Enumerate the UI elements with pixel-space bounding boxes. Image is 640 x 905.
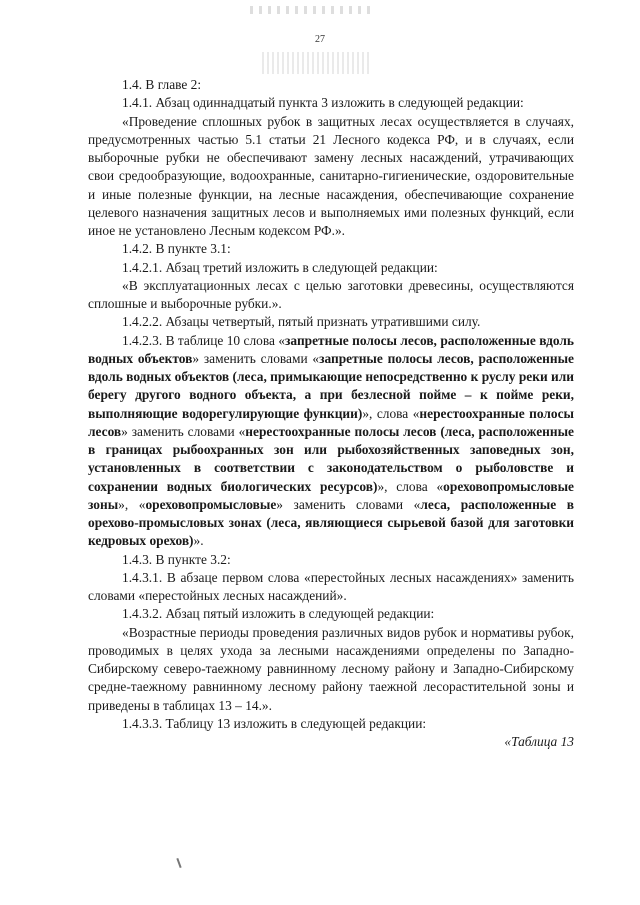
text-run: » заменить словами « xyxy=(121,423,246,439)
paragraph: 1.4.2.1. Абзац третий изложить в следующей редакции: xyxy=(122,259,438,275)
bold-run: ореховопромысловые зоны xyxy=(88,478,574,512)
text-run: ». xyxy=(193,533,204,549)
text-run: », слова « xyxy=(377,478,444,494)
text-run: 1.4.2.3. В таблице 10 слова « xyxy=(122,332,286,348)
bold-run: ореховопромысловые xyxy=(145,496,277,512)
text-run: », слова « xyxy=(362,405,420,421)
document-body xyxy=(88,76,574,751)
paragraph: 1.4.2.2. Абзацы четвертый, пятый признать утратившими силу. xyxy=(122,314,481,330)
paragraph: 1.4.3.1. В абзаце первом слова «перестойных лесных насаждениях» заменить словами «перестойных лесных насаждений». xyxy=(88,569,574,603)
bold-run: запретные полосы лесов, расположенные вдоль водных объектов xyxy=(88,332,575,366)
paragraph: 1.4.1. Абзац одиннадцатый пункта 3 изложить в следующей редакции: xyxy=(122,95,524,111)
bold-run: запретные полосы лесов, расположенные вдоль водных объектов (леса, примыкающие непосредственно к руслу реки или берегу другого водного объекта, а при безлесной пойме – к пойме реки, выполняющие водорегулирующие функции) xyxy=(88,350,574,421)
bold-run: нерестоохранные полосы лесов (леса, расположенные в границах рыбоохранных зон или рыбохозяйственных заповедных зон, установленных в соответствии с законодательством о рыболовстве и сохранении водных биологических ресурсов) xyxy=(88,423,574,494)
bold-run: леса, расположенные в орехово-промысловых зонах (леса, являющиеся сырьевой базой для заготовки кедровых орехов) xyxy=(88,496,574,549)
text-run: », « xyxy=(118,496,146,512)
text-run: » заменить словами « xyxy=(276,496,421,512)
page-number: 27 xyxy=(315,34,325,45)
paragraph: 1.4.2. В пункте 3.1: xyxy=(122,241,231,257)
text-run: » заменить словами « xyxy=(192,350,320,366)
table-caption: «Таблица 13 xyxy=(504,734,574,749)
paragraph-table-10-amendment xyxy=(88,332,574,551)
paragraph: 1.4.3. В пункте 3.2: xyxy=(122,551,231,567)
quoted-paragraph: «В эксплуатационных лесах с целью заготовки древесины, осуществляются сплошные и выборочные рубки.». xyxy=(88,277,574,311)
quoted-paragraph: «Проведение сплошных рубок в защитных лесах осуществляется в случаях, предусмотренных частью 5.1 статьи 21 Лесного кодекса РФ, и в случаях, если выборочные рубки не обеспечивают замену лесных насаждений, утрачивающих свои средообразующие, водоохранные, санитарно-гигиенические, оздоровительные и иные полезные функции, на лесные насаждения, обеспечивающие сохранение целевого назначения защитных лесов и выполняемых ими полезных функций, если иное не установлено Лесным кодексом РФ.». xyxy=(88,113,574,238)
scan-noise xyxy=(250,6,370,14)
bold-run: нерестоохранные полосы лесов xyxy=(88,405,574,439)
paragraph: 1.4.3.3. Таблицу 13 изложить в следующей редакции: xyxy=(122,715,427,731)
scan-mark xyxy=(176,858,181,868)
faded-stamp xyxy=(262,52,370,74)
section-heading: 1.4. В главе 2: xyxy=(122,77,202,92)
paragraph: 1.4.3.2. Абзац пятый изложить в следующей редакции: xyxy=(122,606,435,622)
quoted-paragraph: «Возрастные периоды проведения различных видов рубок и нормативы рубок, проводимых в целях ухода за лесными насаждениями определены по Западно-Сибирскому северо-таежному равнинному лесному району и Западно-Сибирскому средне-таежному равнинному лесному району таежной лесорастительной зоны и приведены в таблицах 13 – 14.». xyxy=(88,624,574,713)
